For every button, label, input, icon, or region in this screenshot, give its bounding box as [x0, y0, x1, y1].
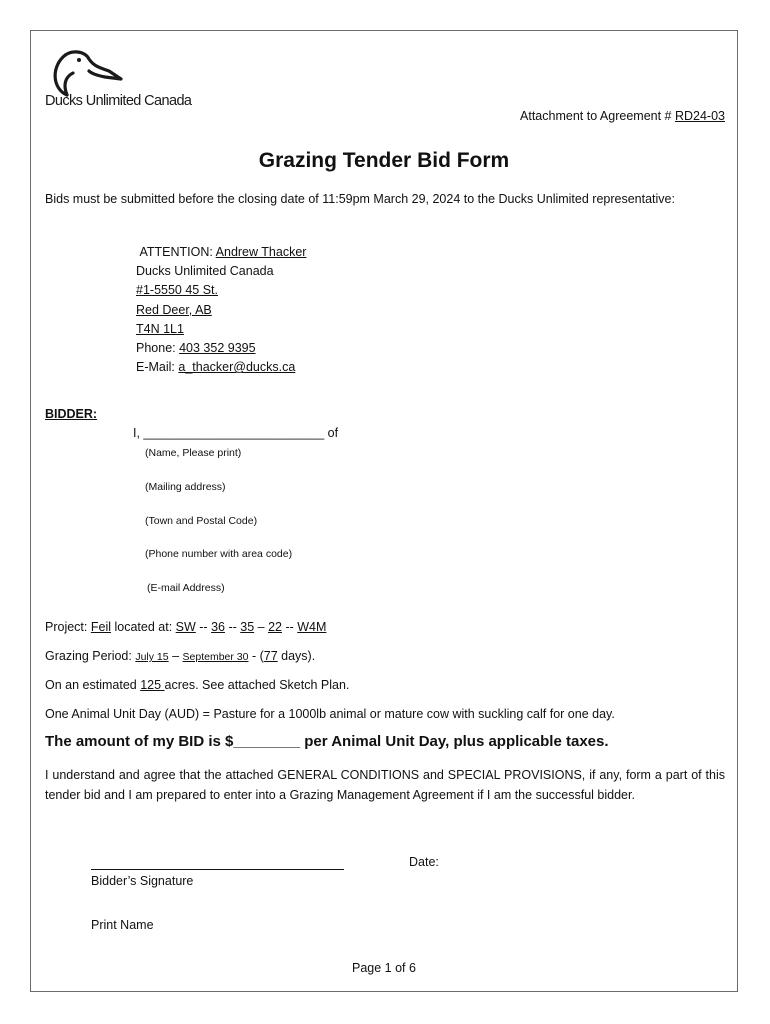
print-name-label: Print Name	[91, 918, 154, 932]
phone-value: 403 352 9395	[179, 341, 256, 356]
email-value: a_thacker@ducks.ca	[178, 360, 296, 375]
bid-amount-statement: The amount of my BID is $________ per Animal Unit Day, plus applicable taxes.	[45, 733, 609, 750]
name-blank[interactable]: __________________________	[143, 426, 325, 440]
attachment-reference: Attachment to Agreement # RD24-03	[520, 109, 725, 123]
page-title: Grazing Tender Bid Form	[258, 149, 510, 172]
phone-hint: (Phone number with area code)	[145, 548, 293, 560]
acres-line: On an estimated 125 acres. See attached Sketch Plan.	[45, 678, 350, 692]
name-hint: (Name, Please print)	[145, 447, 242, 459]
acres-value: 125	[140, 678, 165, 692]
phone-line: Phone: 403 352 9395	[136, 341, 256, 356]
town-hint: (Town and Postal Code)	[145, 515, 258, 527]
page-number: Page 1 of 6	[352, 961, 416, 975]
signature-label: Bidder’s Signature	[91, 874, 194, 888]
grazing-period-line: Grazing Period: July 15 – September 30 - (77 days).	[45, 649, 316, 663]
aud-definition: One Animal Unit Day (AUD) = Pasture for a 1000lb animal or mature cow with suckling calf for one day.	[45, 707, 615, 721]
address-postal: T4N 1L1	[136, 321, 184, 336]
bidder-name-line: I, __________________________ of	[133, 426, 339, 440]
email-hint: (E-mail Address)	[147, 582, 225, 594]
document-page	[30, 30, 738, 992]
date-label: Date:	[409, 855, 439, 869]
signature-line[interactable]	[91, 869, 344, 870]
address-org: Ducks Unlimited Canada	[136, 264, 274, 279]
attention-line: ATTENTION: Andrew Thacker	[139, 245, 307, 259]
email-line: E-Mail: a_thacker@ducks.ca	[136, 360, 296, 375]
address-street: #1-5550 45 St.	[136, 283, 219, 298]
intro-text: Bids must be submitted before the closing date of 11:59pm March 29, 2024 to the Ducks Unlimited representative:	[45, 192, 675, 206]
project-name: Feil	[90, 620, 112, 634]
project-line: Project: Feil located at: SW -- 36 -- 35 – 22 -- W4M	[45, 620, 327, 634]
mailing-hint: (Mailing address)	[145, 481, 226, 493]
agreement-number: RD24-03	[674, 109, 725, 123]
bidder-heading: BIDDER:	[45, 407, 98, 421]
address-city: Red Deer, AB	[136, 302, 212, 317]
logo-wordmark: Ducks Unlimited Canada	[45, 93, 192, 109]
attention-name: Andrew Thacker	[215, 245, 307, 259]
address-block	[136, 243, 306, 377]
agreement-text: I understand and agree that the attached GENERAL CONDITIONS and SPECIAL PROVISIONS, if any, form a part of this tender bid and I am prepared to enter into a Grazing Management Agreement if I am the successful bidder.	[45, 768, 725, 802]
